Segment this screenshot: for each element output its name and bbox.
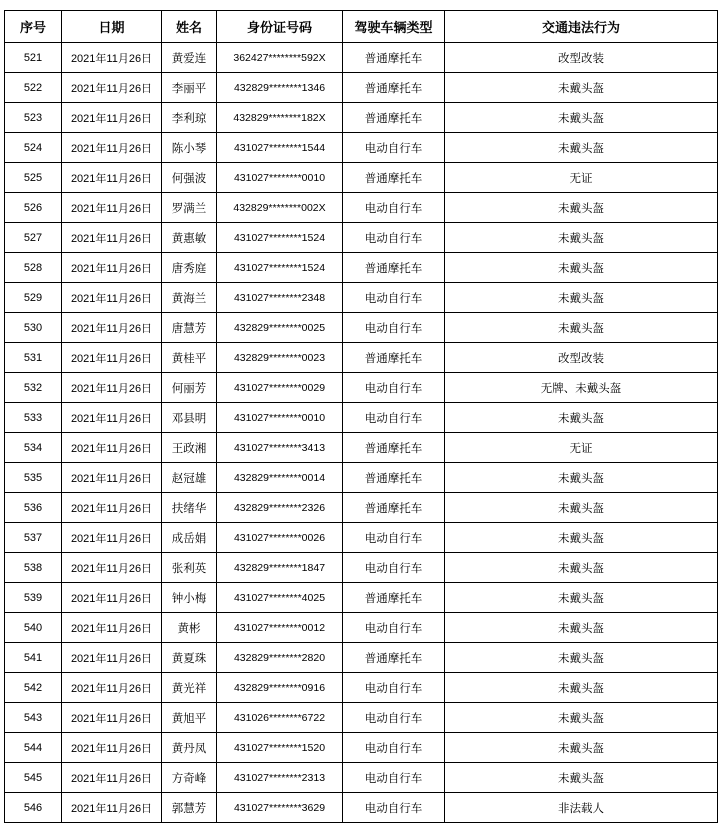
cell-serial: 524: [5, 133, 62, 163]
table-row: [5, 163, 718, 193]
violations-table: [4, 10, 718, 823]
cell-serial: 531: [5, 343, 62, 373]
cell-id-number: 432829********1847: [217, 553, 343, 583]
cell-id-number: 432829********0025: [217, 313, 343, 343]
table-row: [5, 613, 718, 643]
cell-id-number: 431027********1524: [217, 253, 343, 283]
cell-violation: 未戴头盔: [445, 583, 718, 613]
cell-name: 陈小琴: [162, 133, 217, 163]
cell-id-number: 432829********002X: [217, 193, 343, 223]
table-row: [5, 583, 718, 613]
cell-violation: 未戴头盔: [445, 463, 718, 493]
cell-vehicle-type: 普通摩托车: [343, 103, 445, 133]
cell-vehicle-type: 普通摩托车: [343, 253, 445, 283]
table-row: [5, 283, 718, 313]
cell-vehicle-type: 电动自行车: [343, 703, 445, 733]
cell-vehicle-type: 普通摩托车: [343, 643, 445, 673]
cell-violation: 无牌、未戴头盔: [445, 373, 718, 403]
cell-id-number: 431027********0012: [217, 613, 343, 643]
cell-serial: 527: [5, 223, 62, 253]
cell-serial: 529: [5, 283, 62, 313]
cell-name: 郭慧芳: [162, 793, 217, 823]
cell-serial: 540: [5, 613, 62, 643]
cell-name: 黄惠敏: [162, 223, 217, 253]
cell-date: 2021年11月26日: [62, 763, 162, 793]
cell-date: 2021年11月26日: [62, 343, 162, 373]
cell-date: 2021年11月26日: [62, 463, 162, 493]
cell-date: 2021年11月26日: [62, 793, 162, 823]
cell-vehicle-type: 电动自行车: [343, 733, 445, 763]
violations-table-container: [4, 10, 718, 823]
cell-id-number: 431027********1524: [217, 223, 343, 253]
table-row: [5, 313, 718, 343]
table-row: [5, 403, 718, 433]
cell-violation: 改型改装: [445, 43, 718, 73]
table-header: [5, 11, 718, 43]
table-row: [5, 103, 718, 133]
cell-serial: 523: [5, 103, 62, 133]
cell-id-number: 431026********6722: [217, 703, 343, 733]
cell-serial: 542: [5, 673, 62, 703]
cell-vehicle-type: 电动自行车: [343, 373, 445, 403]
cell-date: 2021年11月26日: [62, 493, 162, 523]
cell-violation: 改型改装: [445, 343, 718, 373]
cell-violation: 未戴头盔: [445, 553, 718, 583]
cell-violation: 未戴头盔: [445, 733, 718, 763]
header-serial: 序号: [5, 11, 62, 43]
cell-violation: 未戴头盔: [445, 643, 718, 673]
cell-serial: 521: [5, 43, 62, 73]
cell-vehicle-type: 普通摩托车: [343, 43, 445, 73]
table-row: [5, 493, 718, 523]
cell-date: 2021年11月26日: [62, 613, 162, 643]
table-row: [5, 673, 718, 703]
table-row: [5, 733, 718, 763]
cell-name: 成岳娟: [162, 523, 217, 553]
cell-date: 2021年11月26日: [62, 703, 162, 733]
table-row: [5, 433, 718, 463]
cell-serial: 539: [5, 583, 62, 613]
cell-name: 黄夏珠: [162, 643, 217, 673]
cell-vehicle-type: 电动自行车: [343, 133, 445, 163]
cell-serial: 538: [5, 553, 62, 583]
cell-vehicle-type: 普通摩托车: [343, 163, 445, 193]
cell-date: 2021年11月26日: [62, 523, 162, 553]
cell-name: 张利英: [162, 553, 217, 583]
cell-id-number: 431027********2348: [217, 283, 343, 313]
cell-serial: 525: [5, 163, 62, 193]
cell-serial: 533: [5, 403, 62, 433]
cell-id-number: 432829********0014: [217, 463, 343, 493]
cell-vehicle-type: 普通摩托车: [343, 433, 445, 463]
table-row: [5, 463, 718, 493]
cell-date: 2021年11月26日: [62, 73, 162, 103]
cell-id-number: 431027********0010: [217, 163, 343, 193]
cell-vehicle-type: 电动自行车: [343, 793, 445, 823]
cell-serial: 543: [5, 703, 62, 733]
table-body: [5, 43, 718, 823]
cell-violation: 未戴头盔: [445, 283, 718, 313]
cell-violation: 未戴头盔: [445, 313, 718, 343]
cell-violation: 未戴头盔: [445, 673, 718, 703]
cell-serial: 546: [5, 793, 62, 823]
cell-date: 2021年11月26日: [62, 43, 162, 73]
cell-date: 2021年11月26日: [62, 403, 162, 433]
cell-violation: 无证: [445, 163, 718, 193]
cell-id-number: 432829********0916: [217, 673, 343, 703]
cell-vehicle-type: 普通摩托车: [343, 583, 445, 613]
cell-date: 2021年11月26日: [62, 553, 162, 583]
cell-vehicle-type: 电动自行车: [343, 613, 445, 643]
cell-name: 黄爱连: [162, 43, 217, 73]
cell-vehicle-type: 普通摩托车: [343, 343, 445, 373]
cell-id-number: 431027********0029: [217, 373, 343, 403]
cell-name: 黄海兰: [162, 283, 217, 313]
cell-name: 何强波: [162, 163, 217, 193]
cell-vehicle-type: 电动自行车: [343, 313, 445, 343]
cell-name: 李丽平: [162, 73, 217, 103]
cell-violation: 未戴头盔: [445, 763, 718, 793]
cell-date: 2021年11月26日: [62, 163, 162, 193]
cell-serial: 528: [5, 253, 62, 283]
cell-name: 黄桂平: [162, 343, 217, 373]
cell-violation: 未戴头盔: [445, 703, 718, 733]
table-row: [5, 643, 718, 673]
table-row: [5, 193, 718, 223]
cell-serial: 537: [5, 523, 62, 553]
cell-serial: 535: [5, 463, 62, 493]
cell-violation: 未戴头盔: [445, 103, 718, 133]
table-row: [5, 253, 718, 283]
header-date: 日期: [62, 11, 162, 43]
cell-id-number: 431027********3413: [217, 433, 343, 463]
table-row: [5, 73, 718, 103]
cell-id-number: 431027********3629: [217, 793, 343, 823]
cell-vehicle-type: 电动自行车: [343, 223, 445, 253]
cell-violation: 非法载人: [445, 793, 718, 823]
cell-id-number: 431027********1520: [217, 733, 343, 763]
cell-name: 唐慧芳: [162, 313, 217, 343]
cell-date: 2021年11月26日: [62, 733, 162, 763]
cell-violation: 未戴头盔: [445, 73, 718, 103]
cell-vehicle-type: 电动自行车: [343, 403, 445, 433]
cell-name: 李利琼: [162, 103, 217, 133]
cell-vehicle-type: 普通摩托车: [343, 463, 445, 493]
cell-serial: 534: [5, 433, 62, 463]
cell-id-number: 432829********182X: [217, 103, 343, 133]
cell-id-number: 431027********2313: [217, 763, 343, 793]
cell-date: 2021年11月26日: [62, 283, 162, 313]
cell-name: 罗满兰: [162, 193, 217, 223]
table-row: [5, 343, 718, 373]
cell-vehicle-type: 电动自行车: [343, 193, 445, 223]
cell-name: 方奇峰: [162, 763, 217, 793]
cell-violation: 未戴头盔: [445, 133, 718, 163]
cell-violation: 未戴头盔: [445, 613, 718, 643]
cell-violation: 未戴头盔: [445, 223, 718, 253]
cell-id-number: 432829********2820: [217, 643, 343, 673]
table-row: [5, 43, 718, 73]
cell-vehicle-type: 电动自行车: [343, 283, 445, 313]
cell-name: 黄光祥: [162, 673, 217, 703]
cell-date: 2021年11月26日: [62, 313, 162, 343]
cell-violation: 未戴头盔: [445, 253, 718, 283]
cell-violation: 未戴头盔: [445, 193, 718, 223]
cell-serial: 526: [5, 193, 62, 223]
table-row: [5, 763, 718, 793]
cell-violation: 无证: [445, 433, 718, 463]
table-row: [5, 223, 718, 253]
cell-name: 扶绪华: [162, 493, 217, 523]
table-row: [5, 553, 718, 583]
header-name: 姓名: [162, 11, 217, 43]
cell-id-number: 431027********4025: [217, 583, 343, 613]
cell-date: 2021年11月26日: [62, 373, 162, 403]
cell-date: 2021年11月26日: [62, 433, 162, 463]
cell-serial: 541: [5, 643, 62, 673]
header-id-number: 身份证号码: [217, 11, 343, 43]
cell-date: 2021年11月26日: [62, 643, 162, 673]
cell-name: 邓县明: [162, 403, 217, 433]
cell-date: 2021年11月26日: [62, 133, 162, 163]
cell-name: 钟小梅: [162, 583, 217, 613]
cell-date: 2021年11月26日: [62, 103, 162, 133]
header-violation: 交通违法行为: [445, 11, 718, 43]
header-vehicle-type: 驾驶车辆类型: [343, 11, 445, 43]
cell-serial: 532: [5, 373, 62, 403]
table-row: [5, 373, 718, 403]
cell-id-number: 432829********0023: [217, 343, 343, 373]
cell-vehicle-type: 电动自行车: [343, 673, 445, 703]
cell-violation: 未戴头盔: [445, 493, 718, 523]
cell-vehicle-type: 电动自行车: [343, 523, 445, 553]
cell-date: 2021年11月26日: [62, 673, 162, 703]
cell-date: 2021年11月26日: [62, 223, 162, 253]
cell-serial: 522: [5, 73, 62, 103]
cell-serial: 536: [5, 493, 62, 523]
table-row: [5, 523, 718, 553]
cell-name: 黄彬: [162, 613, 217, 643]
cell-id-number: 431027********0010: [217, 403, 343, 433]
cell-name: 黄旭平: [162, 703, 217, 733]
cell-violation: 未戴头盔: [445, 403, 718, 433]
cell-id-number: 432829********2326: [217, 493, 343, 523]
cell-vehicle-type: 普通摩托车: [343, 493, 445, 523]
cell-vehicle-type: 普通摩托车: [343, 73, 445, 103]
cell-name: 王政湘: [162, 433, 217, 463]
table-row: [5, 133, 718, 163]
cell-name: 黄丹凤: [162, 733, 217, 763]
cell-id-number: 431027********1544: [217, 133, 343, 163]
header-row: [5, 11, 718, 43]
cell-id-number: 431027********0026: [217, 523, 343, 553]
cell-name: 唐秀庭: [162, 253, 217, 283]
cell-serial: 530: [5, 313, 62, 343]
cell-date: 2021年11月26日: [62, 193, 162, 223]
cell-id-number: 362427********592X: [217, 43, 343, 73]
table-row: [5, 703, 718, 733]
cell-name: 何丽芳: [162, 373, 217, 403]
cell-vehicle-type: 电动自行车: [343, 763, 445, 793]
cell-violation: 未戴头盔: [445, 523, 718, 553]
cell-date: 2021年11月26日: [62, 583, 162, 613]
cell-date: 2021年11月26日: [62, 253, 162, 283]
table-row: [5, 793, 718, 823]
cell-serial: 544: [5, 733, 62, 763]
cell-name: 赵冠雄: [162, 463, 217, 493]
cell-id-number: 432829********1346: [217, 73, 343, 103]
cell-vehicle-type: 电动自行车: [343, 553, 445, 583]
cell-serial: 545: [5, 763, 62, 793]
